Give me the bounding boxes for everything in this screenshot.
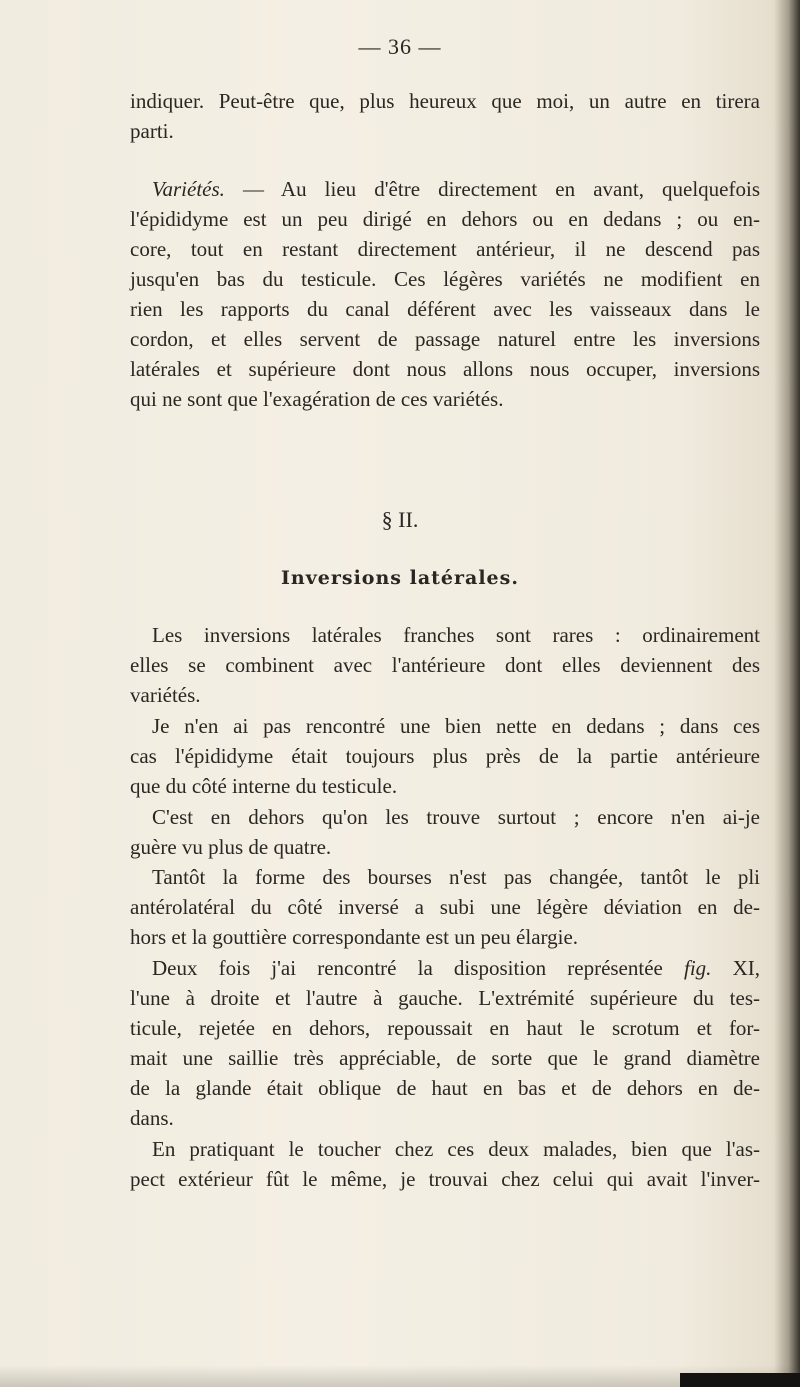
text-line: En pratiquant le toucher chez ces deux malades, bien que l'as- (152, 1137, 760, 1161)
section-paragraph-2 (130, 711, 760, 801)
text-line: Les inversions latérales franches sont rares : ordinairement (152, 623, 760, 647)
text-line: cas l'épididyme était toujours plus près de la partie antérieure (130, 744, 760, 768)
page-number: — 36 — (358, 34, 442, 59)
text-line: indiquer. Peut-être que, plus heureux que moi, un autre en tirera (130, 89, 760, 113)
section-mark: § II. (381, 507, 419, 532)
varietes-label: Variétés. (152, 177, 225, 201)
varietes-paragraph (130, 174, 760, 414)
text-line: cordon, et elles servent de passage naturel entre les inversions (130, 327, 760, 351)
text-line: pect extérieur fût le même, je trouvai chez celui qui avait l'inver- (130, 1167, 760, 1191)
page-binding-edge (774, 0, 800, 1387)
text-line: C'est en dehors qu'on les trouve surtout ; encore n'en ai-je (152, 805, 760, 829)
text-line: latérales et supérieure dont nous allons nous occuper, inversions (130, 357, 760, 381)
text-fragment: Deux fois j'ai rencontré la disposition représentée (152, 956, 685, 980)
figure-reference: fig. (684, 956, 712, 980)
text-line: variétés. (130, 683, 201, 707)
text-line: core, tout en restant directement antérieur, il ne descend pas (130, 237, 760, 261)
text-line (130, 174, 760, 204)
text-line: dans. (130, 1106, 174, 1130)
section-title: Inversions latérales. (281, 567, 519, 589)
text-line: antérolatéral du côté inversé a subi une légère déviation en de- (130, 895, 760, 919)
section-paragraph-1 (130, 620, 760, 710)
text-line: qui ne sont que l'exagération de ces variétés. (130, 387, 504, 411)
text-fragment: — Au lieu d'être directement en avant, quelquefois (243, 177, 761, 201)
text-line: elles se combinent avec l'antérieure dont elles deviennent des (130, 653, 760, 677)
text-line: hors et la gouttière correspondante est un peu élargie. (130, 925, 579, 949)
text-fragment: XI, (711, 956, 760, 980)
text-line: que du côté interne du testicule. (130, 774, 398, 798)
text-line: jusqu'en bas du testicule. Ces légères variétés ne modifient en (130, 267, 760, 291)
text-line: Tantôt la forme des bourses n'est pas changée, tantôt le pli (152, 865, 760, 889)
text-line: rien les rapports du canal déférent avec les vaisseaux dans le (130, 297, 760, 321)
section-paragraph-6 (130, 1134, 760, 1194)
scan-corner-mark (680, 1373, 800, 1387)
text-line: ticule, rejetée en dehors, repoussait en haut le scrotum et for- (130, 1016, 760, 1040)
section-paragraph-3 (130, 802, 760, 862)
section-paragraph-4 (130, 862, 760, 952)
text-line: l'épididyme est un peu dirigé en dehors ou en dedans ; ou en- (130, 207, 760, 231)
text-line: de la glande était oblique de haut en bas et de dehors en de- (130, 1076, 760, 1100)
text-line: l'une à droite et l'autre à gauche. L'extrémité supérieure du tes- (130, 986, 760, 1010)
text-line: parti. (130, 119, 174, 143)
section-paragraph-5 (130, 953, 760, 1133)
text-line (130, 953, 760, 983)
text-line: mait une saillie très appréciable, de sorte que le grand diamètre (130, 1046, 760, 1070)
text-line: guère vu plus de quatre. (130, 835, 332, 859)
intro-paragraph (130, 86, 760, 146)
text-line: Je n'en ai pas rencontré une bien nette en dedans ; dans ces (152, 714, 760, 738)
